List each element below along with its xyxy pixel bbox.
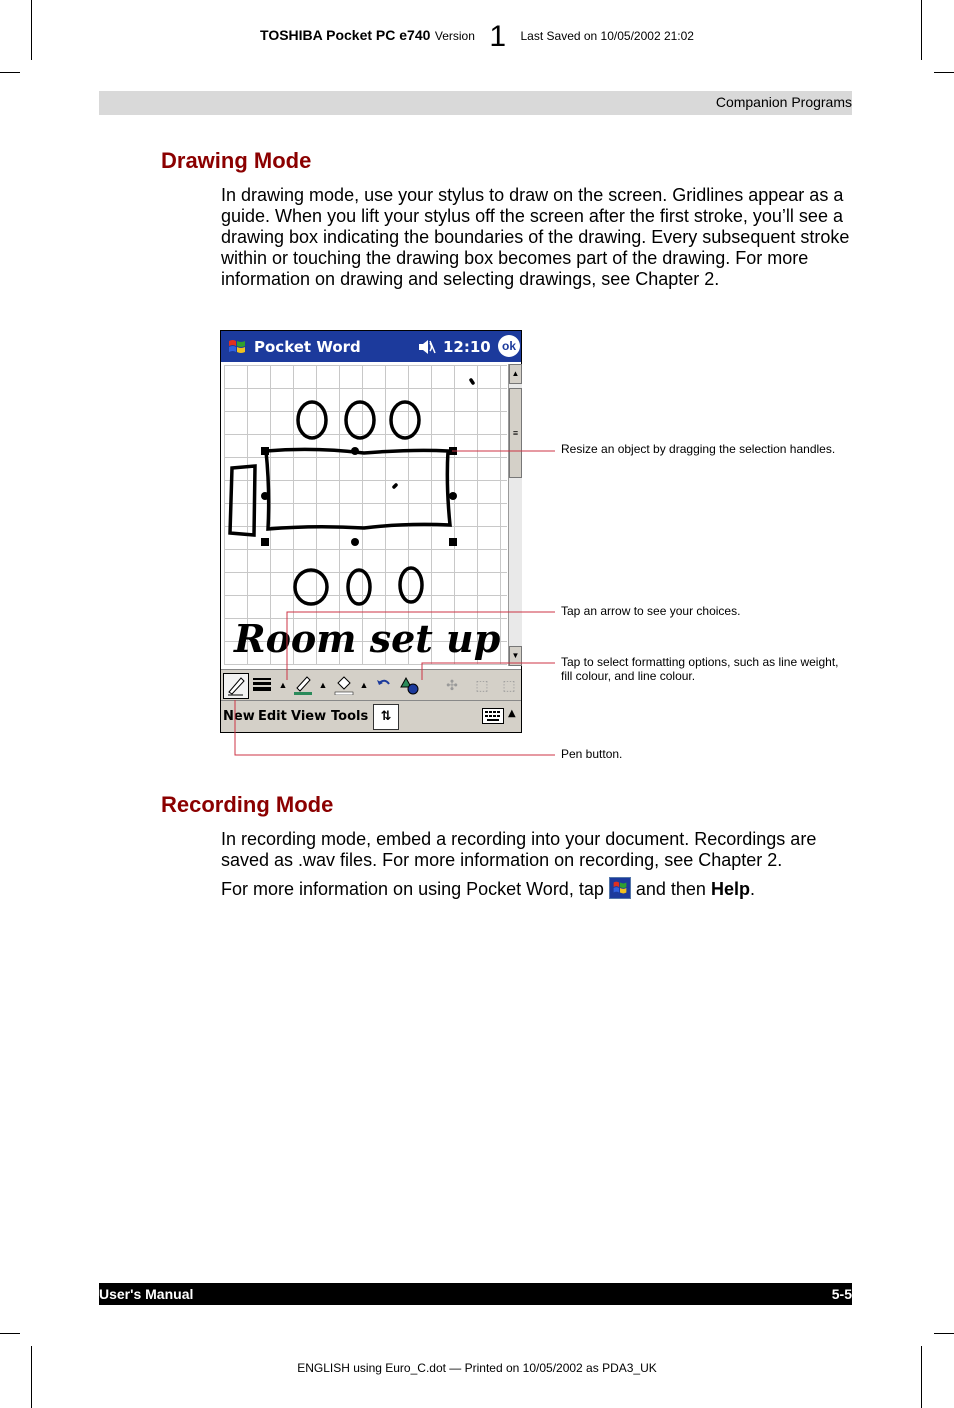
scroll-up-arrow-icon[interactable]: ▲: [509, 364, 522, 384]
help-keyword: Help: [710, 879, 750, 899]
scroll-thumb[interactable]: ≡: [509, 388, 522, 478]
help-prefix: For more information on using Pocket Word, tap: [221, 879, 604, 899]
handwriting-text: Room set up: [234, 616, 501, 661]
scroll-down-arrow-icon[interactable]: ▼: [509, 646, 522, 666]
footer-manual: User's Manual: [99, 1286, 194, 1302]
menu-view[interactable]: View: [291, 709, 327, 724]
print-info: ENGLISH using Euro_C.dot — Printed on 10/05/2002 as PDA3_UK: [297, 1361, 657, 1375]
menu-edit[interactable]: Edit: [258, 709, 287, 724]
sync-arrows-icon[interactable]: ⇅: [373, 704, 399, 730]
callout-resize: Resize an object by dragging the selection handles.: [561, 442, 836, 456]
drawing-mode-heading: Drawing Mode: [161, 148, 312, 173]
align-icon[interactable]: ✣: [446, 677, 458, 693]
callout-pen: Pen button.: [561, 747, 623, 761]
recording-mode-heading: Recording Mode: [161, 792, 334, 817]
version-number: 1: [489, 20, 507, 53]
menu-new[interactable]: New: [223, 709, 255, 724]
last-saved: Last Saved on 10/05/2002 21:02: [520, 29, 694, 43]
crop-mark: [0, 1333, 20, 1334]
version-label: Version: [434, 29, 475, 43]
ok-button[interactable]: ok: [498, 335, 520, 357]
recording-mode-body: In recording mode, embed a recording into your document. Recordings are saved as .wav files. For more information on recording, see Chapter 2.: [221, 829, 817, 870]
page-number: 5-5: [831, 1286, 852, 1302]
group-icon[interactable]: ⬚: [475, 677, 489, 693]
menu-tools[interactable]: Tools: [331, 709, 369, 724]
clock[interactable]: 12:10: [443, 338, 491, 356]
line-color-arrow-icon[interactable]: ▲: [318, 680, 328, 690]
footer-bar: [99, 1283, 852, 1305]
help-middle: and then: [635, 879, 706, 899]
fill-color-arrow-icon[interactable]: ▲: [359, 680, 369, 690]
line-weight-arrow-icon[interactable]: ▲: [278, 680, 288, 690]
help-end: .: [749, 879, 755, 899]
product-name: TOSHIBA Pocket PC e740: [260, 27, 431, 43]
drawing-mode-body: In drawing mode, use your stylus to draw on the screen. Gridlines appear as a guide. When you lift your stylus off the screen after the first stroke, you’ll see a drawing box indicating the boundaries of the drawing. Every subsequent stroke within or touching the drawing box becomes part of the drawing. For more information on drawing and selecting drawings, see Chapter 2.: [221, 185, 850, 289]
start-flag-icon: [609, 877, 631, 899]
chapter-title: Companion Programs: [715, 94, 852, 110]
crop-mark: [934, 1333, 954, 1334]
input-arrow-icon[interactable]: ▲: [508, 708, 516, 719]
help-sentence: [221, 877, 855, 900]
app-title: Pocket Word: [254, 338, 361, 356]
ungroup-icon[interactable]: ⬚: [502, 677, 516, 693]
crop-mark: [921, 1346, 922, 1408]
callout-format: Tap to select formatting options, such as line weight, fill colour, and line colour.: [561, 655, 839, 683]
crop-mark: [31, 1346, 32, 1408]
callout-arrow: Tap an arrow to see your choices.: [561, 604, 741, 618]
